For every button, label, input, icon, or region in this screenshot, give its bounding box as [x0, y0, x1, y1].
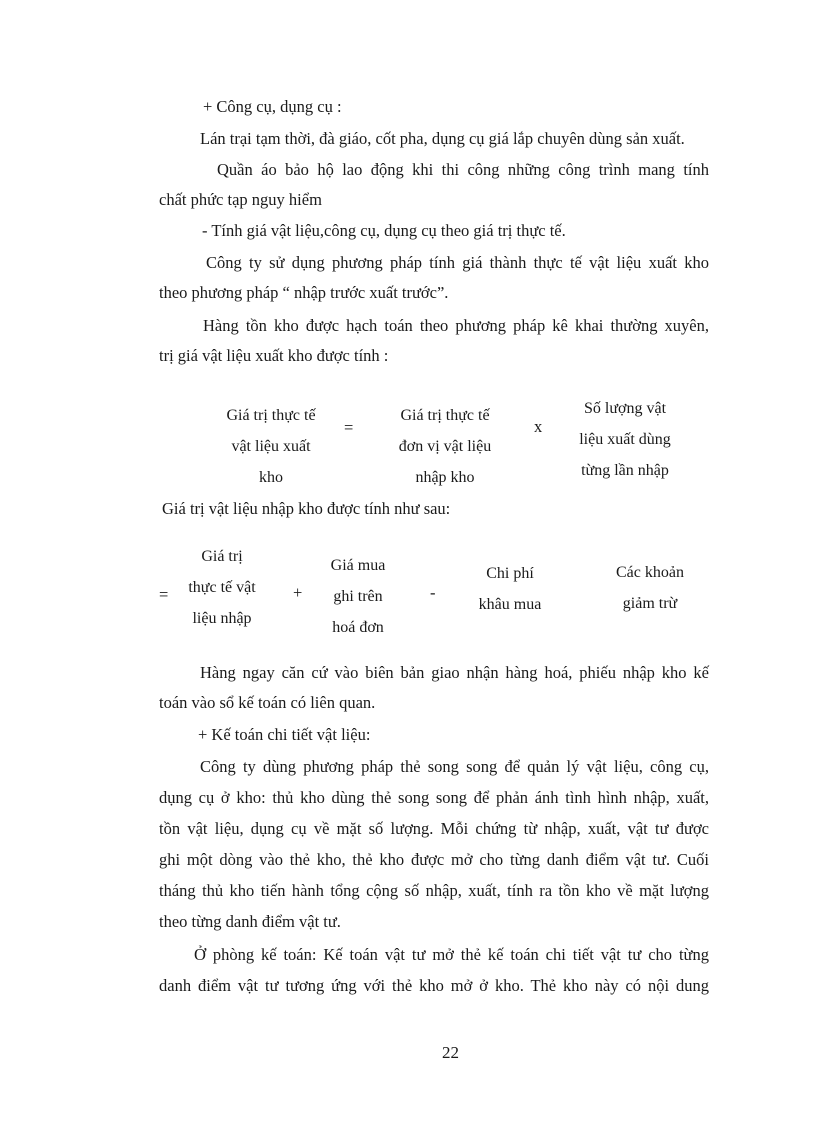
heading-detail-accounting: + Kế toán chi tiết vật liệu: — [198, 725, 371, 744]
formula2-term-purchase-cost: Chi phí khâu mua — [478, 565, 542, 613]
formula1-term-unit-value: Giá trị thực tế đơn vị vật liệu nhập kho — [398, 407, 492, 486]
formula2-term-actual-value: Giá trị thực tế vật liệu nhập — [188, 548, 256, 627]
text-line: Lán trại tạm thời, đà giáo, cốt pha, dụng cụ giá lắp chuyên dùng sản xuất. — [200, 129, 685, 148]
text-line: Hàng tồn kho được hạch toán theo phương pháp kê khai thường xuyên, — [203, 316, 709, 335]
text-line: Công ty sử dụng phương pháp tính giá thành thực tế vật liệu xuất kho — [206, 253, 709, 272]
text-line: tồn vật liệu, dụng cụ về mặt số lượng. Mỗi chứng từ nhập, xuất, vật tư được — [159, 819, 709, 838]
text-line: ghi một dòng vào thẻ kho, thẻ kho được mở cho từng danh điểm vật tư. Cuối — [159, 850, 709, 869]
text-line: Quần áo bảo hộ lao động khi thi công những công trình mang tính — [217, 160, 709, 179]
text-line: danh điểm vật tư tương ứng với thẻ kho mở ở kho. Thẻ kho này có nội dung — [159, 976, 709, 995]
formula1-times: x — [534, 417, 543, 436]
formula2-minus: - — [430, 583, 436, 602]
formula2-equals: = — [159, 585, 169, 604]
formula1-term-quantity: Số lượng vật liệu xuất dùng từng lần nhập — [579, 400, 671, 479]
text-line: theo phương pháp “ nhập trước xuất trước”. — [159, 283, 449, 302]
text-line: trị giá vật liệu xuất kho được tính : — [159, 346, 389, 365]
text-line: toán vào sổ kế toán có liên quan. — [159, 693, 376, 712]
formula1-equals: = — [344, 418, 354, 437]
formula2-term-purchase-price: Giá mua ghi trên hoá đơn — [330, 557, 386, 636]
heading-tools: + Công cụ, dụng cụ : — [203, 97, 342, 116]
text-line: Giá trị vật liệu nhập kho được tính như sau: — [162, 499, 451, 518]
text-line: tháng thủ kho tiến hành tổng cộng số nhập, xuất, tính ra tồn kho về mặt lượng — [159, 881, 709, 900]
text-line: dụng cụ ở kho: thủ kho dùng thẻ song song để phản ánh tình hình nhập, xuất, — [159, 788, 709, 807]
text-line: - Tính giá vật liệu,công cụ, dụng cụ theo giá trị thực tế. — [202, 221, 566, 240]
text-line: theo từng danh điểm vật tư. — [159, 912, 341, 931]
text-line: Hàng ngay căn cứ vào biên bản giao nhận hàng hoá, phiếu nhập kho kế — [200, 663, 709, 682]
text-line: chất phức tạp nguy hiểm — [159, 190, 322, 209]
formula1-term-actual-value-issued: Giá trị thực tế vật liệu xuất kho — [226, 407, 316, 486]
text-line: Công ty dùng phương pháp thẻ song song để quản lý vật liệu, công cụ, — [200, 757, 709, 776]
page-number: 22 — [442, 1043, 459, 1062]
text-line: Ở phòng kế toán: Kế toán vật tư mở thẻ kế toán chi tiết vật tư cho từng — [194, 945, 709, 964]
formula2-plus: + — [293, 583, 303, 602]
formula2-term-deductions: Các khoản giảm trừ — [616, 564, 684, 612]
